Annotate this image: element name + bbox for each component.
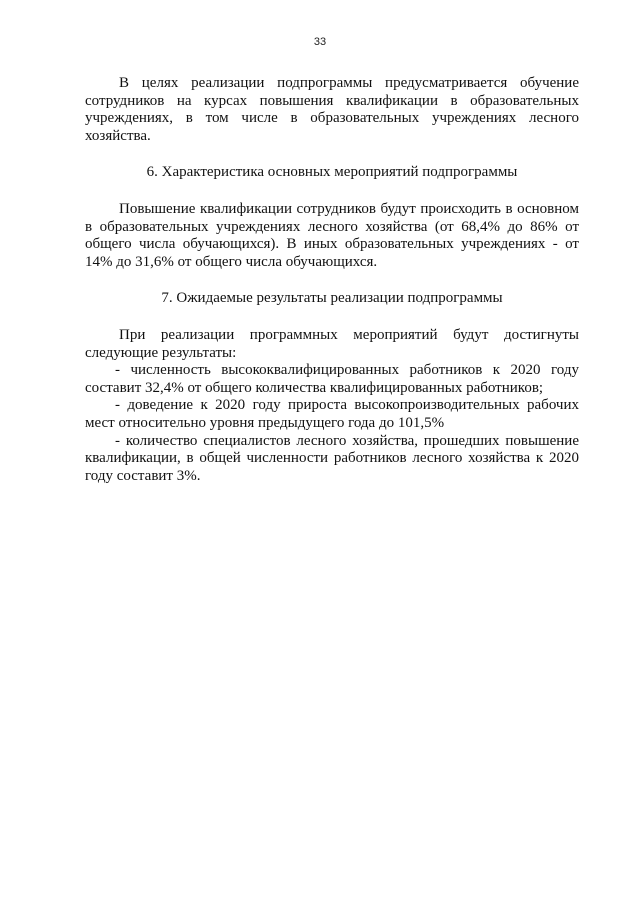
result-item-2: - доведение к 2020 году прироста высокопроизводительных рабочих мест относительно уровня предыдущего года до 101,5% — [85, 397, 579, 431]
section-7-lead-paragraph: При реализации программных мероприятий будут достигнуты следующие результаты: — [85, 326, 579, 361]
section-7-heading: 7. Ожидаемые результаты реализации подпрограммы — [161, 290, 503, 307]
section-6-paragraph: Повышение квалификации сотрудников будут происходить в основном в образовательных учреждениях лесного хозяйства (от 68,4% до 86% от общего числа обучающихся). В иных образовательных учреждениях - от 14% до 31,6% от общего числа обучающихся. — [85, 200, 579, 270]
intro-paragraph: В целях реализации подпрограммы предусматривается обучение сотрудников на курсах повышения квалификации в образовательных учреждениях, в том числе в образовательных учреждениях лесного хозяйства. — [85, 75, 579, 144]
result-item-3: - количество специалистов лесного хозяйства, прошедших повышение квалификации, в общей численности работников лесного хозяйства к 2020 году составит 3%. — [85, 432, 579, 484]
page-number: 33 — [313, 36, 327, 48]
page-content — [85, 75, 579, 485]
section-6-heading: 6. Характеристика основных мероприятий подпрограммы — [146, 164, 518, 181]
result-item-1: - численность высококвалифицированных работников к 2020 году составит 32,4% от общего количества квалифицированных работников; — [85, 362, 579, 396]
